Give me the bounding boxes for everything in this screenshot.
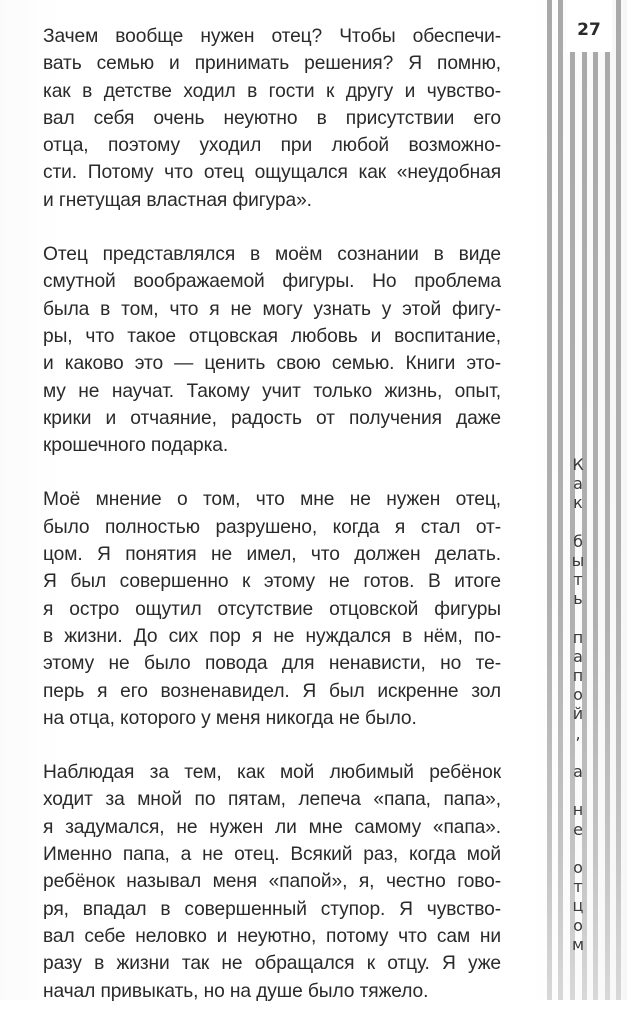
running-title-char (567, 609, 589, 628)
text-line: начал привыкать, но на душе было тяжело. (43, 980, 429, 1002)
running-title-char: ц (572, 896, 584, 916)
running-title-char: н (572, 800, 584, 820)
text-line: Отец представлялся в моём сознании в виде (43, 244, 501, 266)
margin-stripe (558, 0, 563, 1000)
margin-stripe (616, 0, 621, 1000)
text-line: Наблюдая за тем, как мой любимый ребёнок (43, 762, 501, 784)
margin-stripe (605, 52, 610, 1000)
running-title-char: , (575, 723, 581, 743)
text-line: как в детстве ходил в гости к другу и чувство- (43, 80, 501, 102)
text-line: Зачем вообще нужен отец? Чтобы обеспечи- (43, 26, 501, 47)
text-line: перь я его возненавидел. Я был искренне зол (43, 680, 501, 702)
text-line: на отца, которого у меня никогда не было. (43, 707, 417, 729)
text-line: Я был совершенно к этому не готов. В итоге (43, 571, 501, 593)
running-title-char: б (573, 531, 583, 551)
margin-stripe (593, 52, 598, 1000)
paragraph-4 (43, 759, 501, 1005)
running-title-char: т (573, 570, 583, 590)
page-body-text (43, 23, 501, 1032)
running-title-char: а (573, 474, 583, 494)
text-line: разу в жизни так не обращался к отцу. Я уже (43, 953, 501, 975)
running-title-char: о (573, 915, 583, 935)
paragraph-1 (43, 23, 501, 214)
running-title-char: й (572, 704, 584, 724)
text-line: крошечного подарка. (43, 435, 229, 457)
text-line: было полностью разрушено, когда я стал от- (43, 516, 501, 538)
text-line: я задумался, не нужен ли мне самому «папа». (43, 816, 501, 838)
margin-stripe (547, 0, 552, 1000)
running-title-char: а (573, 646, 583, 666)
running-title-char (567, 839, 589, 858)
text-line: вал себе неловко и неуютно, потому что сам ни (43, 925, 501, 947)
running-title-char: а (573, 762, 583, 781)
paragraph-3 (43, 486, 501, 732)
running-title-char: о (573, 685, 583, 705)
text-line: вать семью и принимать решения? Я помню, (43, 53, 501, 75)
page-number: 27 (577, 20, 601, 40)
text-line: сти. Потому что отец ощущался как «неудобная (43, 162, 501, 184)
text-line: и гнетущая властная фигура». (43, 189, 312, 211)
running-title-char: ы (571, 550, 585, 570)
running-title-vertical (567, 455, 589, 954)
text-line: му не научат. Такому учит только жизнь, опыт, (43, 380, 501, 402)
text-line: Именно папа, а не отец. Всякий раз, когда мой (43, 844, 501, 866)
text-line: вал себя очень неуютно в присутствии его (43, 107, 501, 129)
text-line: смутной воображаемой фигуры. Но проблема (43, 271, 501, 293)
paragraph-2 (43, 241, 501, 459)
running-title-char (567, 513, 589, 532)
text-line: ры, что такое отцовская любовь и воспитание, (43, 325, 501, 347)
running-title-char: п (572, 627, 584, 647)
running-title-char: е (573, 819, 583, 839)
running-title-char: м (571, 934, 585, 954)
text-line: этому не было повода для ненависти, но те- (43, 653, 501, 675)
text-line: и каково это — ценить свою семью. Книги это- (43, 353, 501, 375)
text-line: отца, поэтому уходил при любой возможно- (43, 135, 501, 157)
running-title-char (567, 781, 589, 800)
running-title-char (567, 743, 589, 762)
running-title-char: К (572, 455, 584, 474)
running-title-char: п (572, 666, 584, 686)
text-line: была в том, что я не могу узнать у этой фигу- (43, 298, 501, 320)
text-line: ребёнок называл меня «папой», я, честно гово- (43, 871, 501, 893)
text-line: Моё мнение о том, что мне не нужен отец, (43, 489, 501, 511)
text-line: я остро ощутил отсутствие отцовской фигуры (43, 598, 501, 620)
running-title-char: к (573, 493, 583, 513)
running-title-char: т (573, 877, 583, 897)
running-title-char: ь (573, 589, 583, 609)
text-line: в жизни. До сих пор я не нуждался в нём, по- (43, 625, 501, 647)
text-line: цом. Я понятия не имел, что должен делать. (43, 544, 501, 566)
text-line: ря, впадал в совершенный ступор. Я чувство- (43, 898, 501, 920)
text-line: крики и отчаяние, радость от получения даже (43, 407, 501, 429)
running-title-char: о (573, 857, 583, 877)
text-line: ходит за мной по пятам, лепеча «папа, папа», (43, 789, 501, 811)
